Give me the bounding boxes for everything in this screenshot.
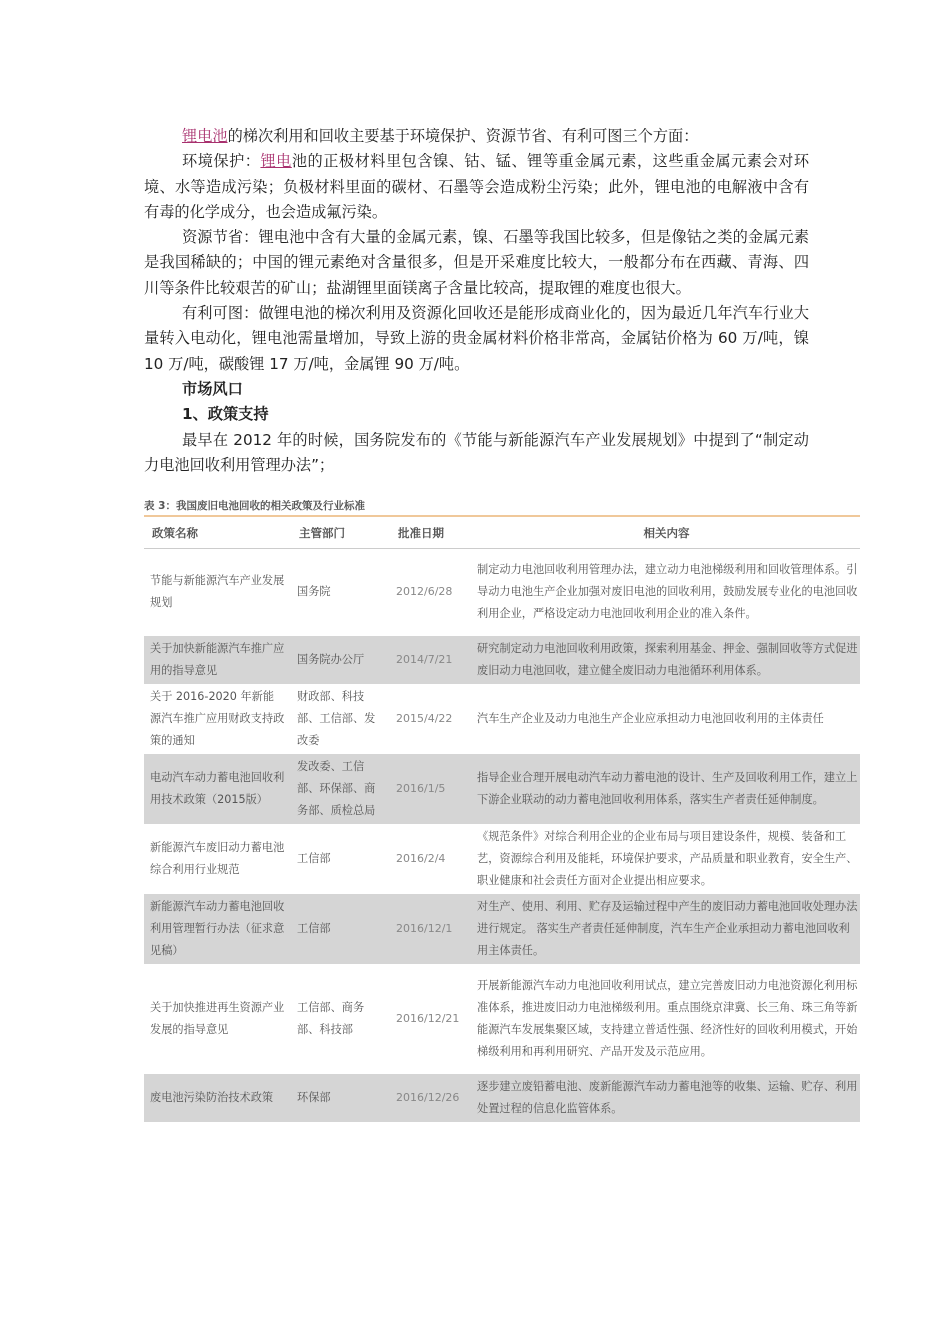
date-cell: 2012/6/28 — [396, 585, 453, 599]
table-caption: 表 3：我国废旧电池回收的相关政策及行业标准 — [144, 499, 860, 517]
content-cell: 汽车生产企业及动力电池生产企业应承担动力电池回收利用的主体责任 — [477, 711, 824, 725]
lithium-link[interactable]: 锂电 — [260, 152, 292, 171]
table-row — [144, 824, 860, 894]
policy-name-cell: 电动汽车动力蓄电池回收利用技术政策（2015版） — [144, 754, 291, 824]
policy-table — [144, 517, 860, 1122]
department-cell: 国务院办公厅 — [291, 636, 390, 684]
header-content: 相关内容 — [473, 517, 860, 549]
department-cell: 工信部、商务部、科技部 — [297, 1000, 365, 1036]
department-cell: 工信部 — [297, 851, 331, 865]
header-date: 批准日期 — [390, 517, 473, 549]
date-cell: 2016/1/5 — [390, 754, 473, 824]
table-row — [144, 636, 860, 684]
table-header-row — [144, 517, 860, 549]
department-cell: 环保部 — [291, 1074, 390, 1122]
resource-paragraph: 资源节省：锂电池中含有大量的金属元素，镍、石墨等我国比较多，但是像钴之类的金属元素是我国稀缺的；中国的锂元素绝对含量很多，但是开采难度比较大，一般都分布在西藏、青海、四川等条件比较艰苦的矿山；盐湖锂里面镁离子含量比较高，提取锂的难度也很大。 — [144, 228, 809, 297]
intro-paragraph — [144, 124, 809, 149]
header-department: 主管部门 — [291, 517, 390, 549]
content-cell: 《规范条件》对综合利用企业的企业布局与项目建设条件，规模、装备和工艺，资源综合利用及能耗，环境保护要求，产品质量和职业教育，安全生产、职业健康和社会责任方面对企业提出相应要求。 — [477, 829, 858, 887]
table-row — [144, 1074, 860, 1122]
lithium-battery-link[interactable]: 锂电池 — [182, 127, 228, 145]
policy-name-cell: 节能与新能源汽车产业发展规划 — [150, 574, 285, 610]
policy-name-cell: 废电池污染防治技术政策 — [144, 1074, 291, 1122]
policy-paragraph: 最早在 2012 年的时候，国务院发布的《节能与新能源汽车产业发展规划》中提到了“制定动力电池回收利用管理办法”； — [144, 430, 809, 474]
content-cell: 制定动力电池回收利用管理办法，建立动力电池梯级利用和回收管理体系。引导动力电池生产企业加强对废旧电池的回收利用，鼓励发展专业化的电池回收利用企业，严格设定动力电池回收利用企业的准入条件。 — [477, 563, 858, 621]
date-cell: 2016/2/4 — [396, 851, 446, 865]
content-cell: 开展新能源汽车动力电池回收利用试点，建立完善废旧动力电池资源化利用标准体系，推进废旧动力电池梯级利用。重点围绕京津冀、长三角、珠三角等新能源汽车发展集聚区域，支持建立普适性强、经济性好的回收利用模式，开始梯级利用和再利用研究、产品开发及示范应用。 — [477, 978, 858, 1058]
date-cell: 2015/4/22 — [396, 711, 453, 725]
policy-name-cell: 关于加快推进再生资源产业发展的指导意见 — [150, 1000, 285, 1036]
date-cell: 2014/7/21 — [390, 636, 473, 684]
department-cell: 工信部 — [291, 894, 390, 964]
profit-paragraph: 有利可图：做锂电池的梯次利用及资源化回收还是能形成商业化的，因为最近几年汽车行业大量转入电动化，锂电池需量增加，导致上游的贵金属材料价格非常高，金属钴价格为 60 万/吨，镍 10 万/吨，碳酸锂 17 万/吨，金属锂 90 万/吨。 — [144, 304, 809, 373]
policy-heading: 1、政策支持 — [182, 405, 269, 424]
policy-name-cell: 关于加快新能源汽车推广应用的指导意见 — [144, 636, 291, 684]
department-cell: 国务院 — [297, 585, 331, 599]
content-cell: 逐步建立废铅蓄电池、废新能源汽车动力蓄电池等的收集、运输、贮存、利用处置过程的信息化监管体系。 — [473, 1074, 860, 1122]
market-heading: 市场风口 — [182, 379, 243, 398]
date-cell: 2016/12/1 — [390, 894, 473, 964]
environment-paragraph — [144, 149, 809, 225]
content-cell: 指导企业合理开展电动汽车动力蓄电池的设计、生产及回收利用工作，建立上下游企业联动的动力蓄电池回收利用体系，落实生产者责任延伸制度。 — [473, 754, 860, 824]
environment-text: 池的正极材料里包含镍、钴、锰、锂等重金属元素，这些重金属元素会对环境、水等造成污染；负极材料里面的碳材、石墨等会造成粉尘污染；此外，锂电池的电解液中含有有毒的化学成分，也会造成氟污染。 — [144, 152, 809, 221]
policy-name-cell: 新能源汽车动力蓄电池回收利用管理暂行办法（征求意见稿） — [144, 894, 291, 964]
table-row — [144, 684, 860, 754]
policy-table-figure — [144, 499, 860, 1122]
date-cell: 2016/12/26 — [390, 1074, 473, 1122]
department-cell: 发改委、工信部、环保部、商务部、质检总局 — [291, 754, 390, 824]
department-cell: 财政部、科技部、工信部、发改委 — [297, 689, 376, 747]
document-body — [144, 124, 809, 478]
table-row — [144, 754, 860, 824]
content-cell: 研究制定动力电池回收利用政策，探索利用基金、押金、强制回收等方式促进废旧动力电池回收，建立健全废旧动力电池循环利用体系。 — [473, 636, 860, 684]
policy-name-cell: 关于 2016-2020 年新能源汽车推广应用财政支持政策的通知 — [150, 689, 285, 747]
environment-prefix: 环境保护： — [182, 152, 261, 171]
intro-text: 的梯次利用和回收主要基于环境保护、资源节省、有利可图三个方面： — [227, 127, 699, 145]
table-row — [144, 894, 860, 964]
content-cell: 对生产、使用、利用、贮存及运输过程中产生的废旧动力蓄电池回收处理办法进行规定。 落实生产者责任延伸制度，汽车生产企业承担动力蓄电池回收利用主体责任。 — [473, 894, 860, 964]
table-row — [144, 549, 860, 636]
header-policy-name: 政策名称 — [144, 517, 291, 549]
policy-name-cell: 新能源汽车废旧动力蓄电池综合利用行业规范 — [150, 840, 285, 876]
date-cell: 2016/12/21 — [396, 1011, 460, 1025]
table-row — [144, 964, 860, 1074]
